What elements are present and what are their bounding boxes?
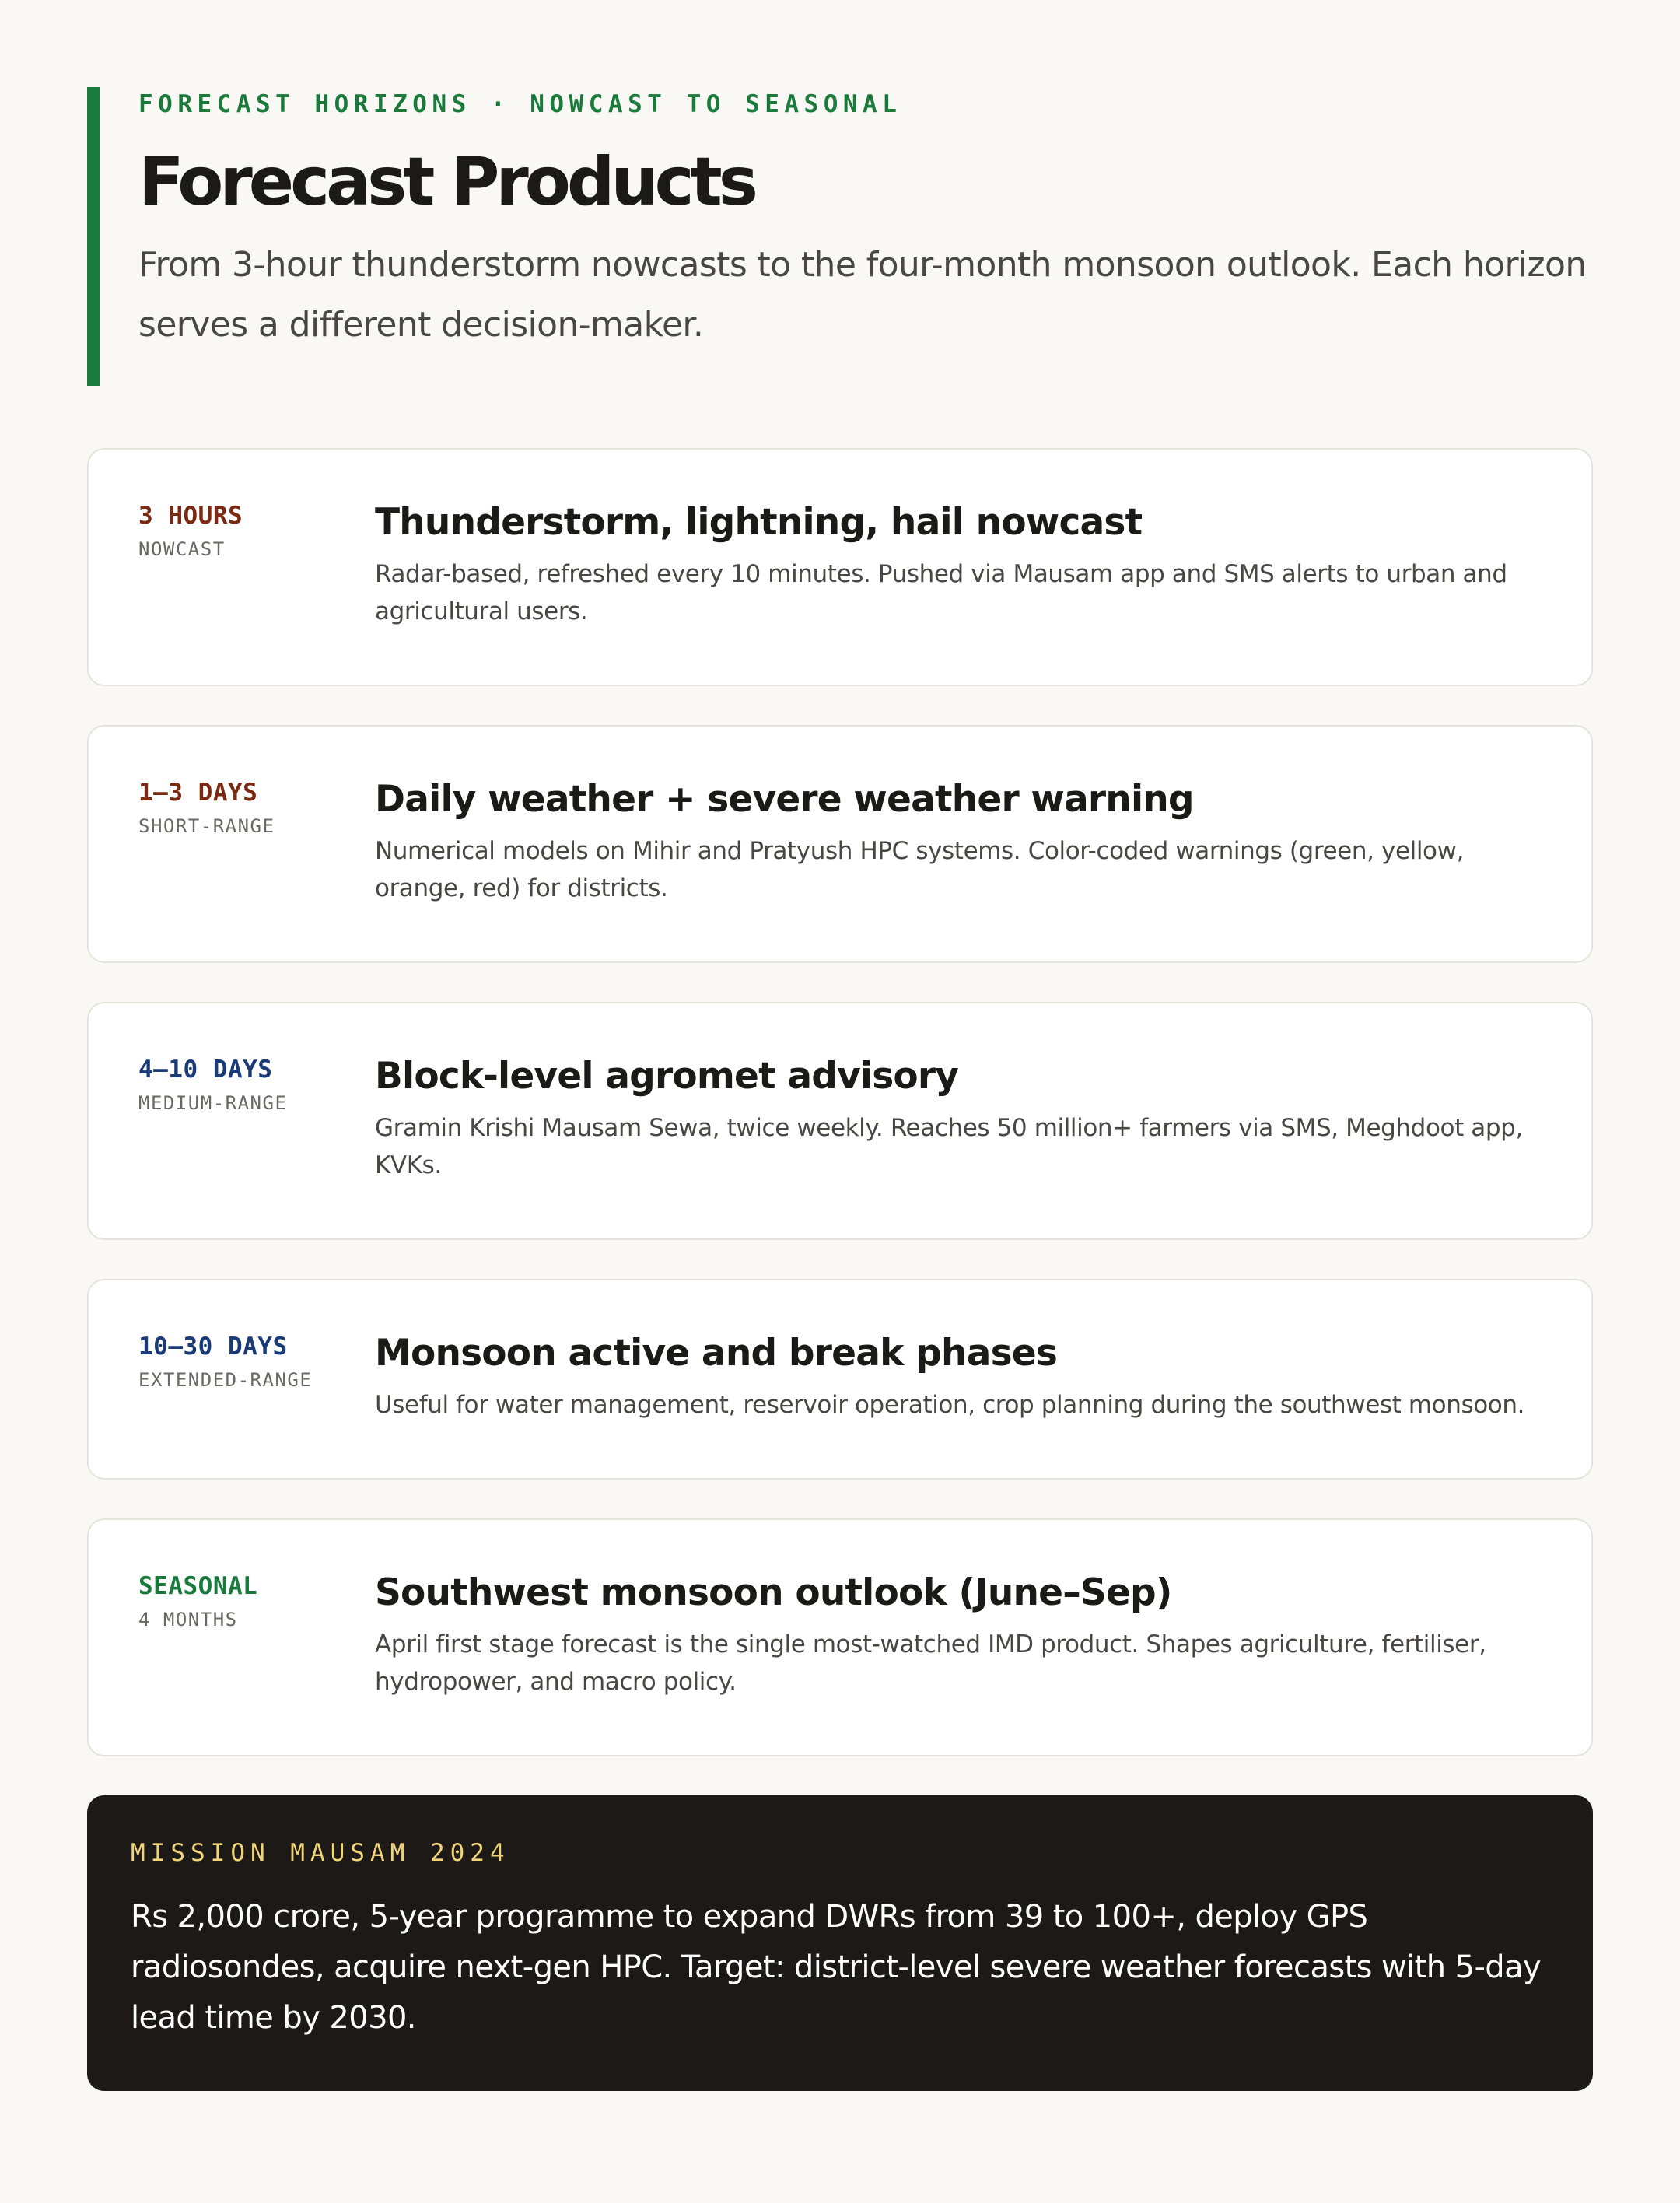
mission-text: Rs 2,000 crore, 5-year programme to expand DWRs from 39 to 100+, deploy GPS radiosondes, acquire next-gen HPC. Target: district-level severe weather forecasts with 5-day lead time by 2030. — [131, 1899, 1542, 2036]
horizon-label: 10–30 DAYS — [138, 1333, 288, 1361]
horizon-label: 4–10 DAYS — [138, 1056, 273, 1084]
product-content — [375, 499, 1542, 630]
horizon-label: 1–3 DAYS — [138, 779, 258, 807]
eyebrow-label: FORECAST HORIZONS · NOWCAST TO SEASONAL — [138, 90, 902, 118]
product-description: Useful for water management, reservoir operation, crop planning during the southwest monsoon. — [375, 1391, 1525, 1419]
range-label: EXTENDED-RANGE — [138, 1369, 313, 1391]
product-description: April first stage forecast is the single most-watched IMD product. Shapes agriculture, fertiliser, hydropower, and macro policy. — [375, 1630, 1486, 1696]
product-title: Block-level agromet advisory — [375, 1055, 959, 1098]
product-title: Thunderstorm, lightning, hail nowcast — [375, 501, 1143, 544]
product-description: Numerical models on Mihir and Pratyush HPC systems. Color-coded warnings (green, yellow, orange, red) for districts. — [375, 837, 1465, 902]
product-card-medium-range — [87, 1002, 1593, 1240]
product-list — [87, 448, 1593, 1756]
product-card-short-range — [87, 725, 1593, 963]
range-label: NOWCAST — [138, 538, 226, 560]
product-content — [375, 776, 1542, 907]
product-content — [375, 1330, 1542, 1424]
product-card-extended-range — [87, 1279, 1593, 1480]
horizon-block — [138, 1055, 341, 1116]
mission-label: MISSION MAUSAM 2024 — [131, 1839, 510, 1867]
range-label: MEDIUM-RANGE — [138, 1092, 288, 1114]
product-card-seasonal — [87, 1518, 1593, 1756]
range-label: 4 MONTHS — [138, 1609, 238, 1630]
range-label: SHORT-RANGE — [138, 815, 275, 837]
page-subtitle: From 3-hour thunderstorm nowcasts to the four-month monsoon outlook. Each horizon serves a different decision-maker. — [138, 245, 1587, 345]
product-content — [375, 1570, 1542, 1700]
product-description: Gramin Krishi Mausam Sewa, twice weekly. Reaches 50 million+ farmers via SMS, Meghdoot app, KVKs. — [375, 1114, 1523, 1179]
horizon-label: 3 HOURS — [138, 502, 243, 530]
horizon-block — [138, 1332, 341, 1392]
mission-callout — [87, 1795, 1593, 2091]
product-description: Radar-based, refreshed every 10 minutes. Pushed via Mausam app and SMS alerts to urban and agricultural users. — [375, 560, 1507, 625]
product-content — [375, 1053, 1542, 1184]
page-header — [87, 87, 1593, 386]
product-title: Southwest monsoon outlook (June–Sep) — [375, 1571, 1172, 1614]
horizon-block — [138, 501, 341, 562]
horizon-block — [138, 778, 341, 839]
page — [87, 87, 1593, 2091]
horizon-block — [138, 1571, 341, 1632]
product-card-nowcast — [87, 448, 1593, 686]
horizon-label: SEASONAL — [138, 1572, 258, 1600]
page-title: Forecast Products — [138, 143, 754, 221]
product-title: Daily weather + severe weather warning — [375, 778, 1194, 821]
product-title: Monsoon active and break phases — [375, 1332, 1057, 1375]
